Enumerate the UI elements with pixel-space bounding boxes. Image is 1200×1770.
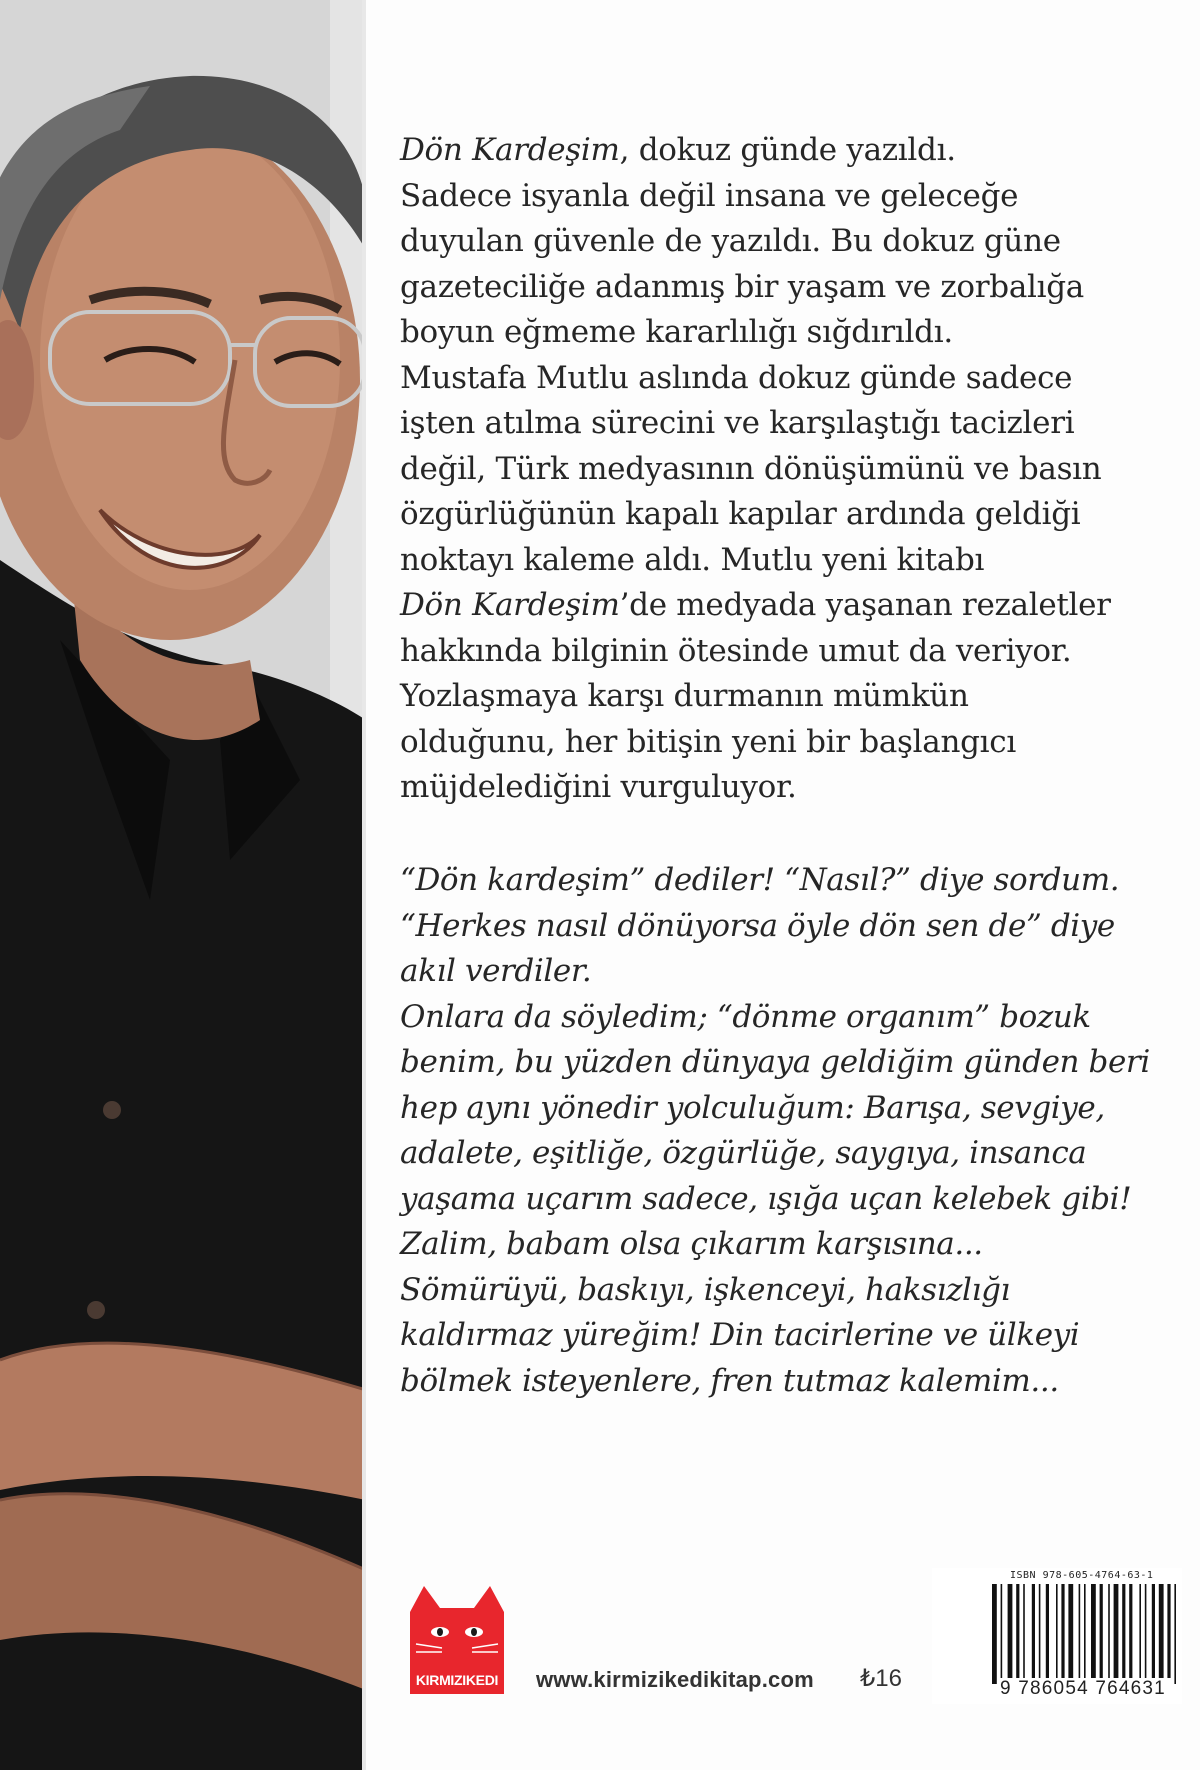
blurb-line: olduğunu, her bitişin yeni bir başlangıcı: [400, 723, 1016, 760]
barcode-bar: [992, 1584, 997, 1684]
barcode-bar: [1016, 1584, 1019, 1678]
text-panel: [366, 0, 1200, 1770]
barcode-bar: [1159, 1584, 1164, 1678]
book-title-italic: Dön Kardeşim: [400, 587, 620, 623]
barcode-bar: [1108, 1584, 1110, 1678]
barcode-bar: [1129, 1584, 1132, 1678]
barcode-bar: [1152, 1584, 1155, 1678]
blurb-line: Mustafa Mutlu aslında dokuz günde sadece: [400, 359, 1073, 396]
quote-line: kaldırmaz yüreğim! Din tacirlerine ve ülkeyi: [400, 1317, 1080, 1353]
barcode-bar: [1008, 1584, 1013, 1678]
barcode-bar: [1084, 1584, 1086, 1678]
barcode-bar: [1068, 1584, 1073, 1678]
quote-paragraph: [400, 858, 1190, 1404]
quote-line: adalete, eşitliğe, özgürlüğe, saygıya, insanca: [400, 1135, 1087, 1171]
barcode-bar: [1100, 1584, 1103, 1678]
blurb-line: Dön Kardeşim’de medyada yaşanan rezaletler: [400, 587, 1111, 623]
quote-line: Zalim, babam olsa çıkarım karşısına...: [400, 1226, 983, 1262]
blurb-line: Yozlaşmaya karşı durmanın mümkün: [400, 678, 969, 714]
quote-line: Sömürüyü, baskıyı, işkenceyi, haksızlığı: [400, 1271, 1011, 1308]
barcode-bar: [1122, 1584, 1125, 1678]
barcode-bar: [1139, 1584, 1141, 1678]
barcode-digits: 9 786054 764631: [1000, 1678, 1166, 1699]
blurb-line: Sadece isyanla değil insana ve geleceğe: [400, 177, 1019, 214]
blurb-line: boyun eğmeme kararlılığı sığdırıldı.: [400, 314, 953, 350]
blurb-line: değil, Türk medyasının dönüşümünü ve basın: [400, 450, 1102, 487]
book-title-italic: Dön Kardeşim: [400, 132, 620, 168]
publisher-website: www.kirmizikedikitap.com: [536, 1667, 814, 1692]
barcode-bar: [1061, 1584, 1064, 1678]
blurb-paragraph: [400, 128, 1180, 811]
blurb-line: özgürlüğünün kapalı kapılar ardında geldiği: [400, 496, 1081, 532]
quote-line: “Dön kardeşim” dediler! “Nasıl?” diye sordum.: [400, 862, 1120, 898]
blurb-line: hakkında bilginin ötesinde umut da veriyor.: [400, 632, 1072, 669]
blurb-line: müjdelediğini vurguluyor.: [400, 769, 797, 805]
publisher-logo-text: KIRMIZIKEDI: [415, 1672, 499, 1688]
quote-line: akıl verdiler.: [400, 953, 592, 989]
blurb-line: Dön Kardeşim, dokuz günde yazıldı.: [400, 132, 956, 168]
quote-line: yaşama uçarım sadece, ışığa uçan kelebek gibi!: [400, 1180, 1132, 1217]
price-label: ₺16: [860, 1665, 902, 1692]
blurb-line: gazeteciliğe adanmış bir yaşam ve zorbalığa: [400, 268, 1084, 305]
barcode-bar: [1039, 1584, 1041, 1678]
blurb-line: işten atılma sürecini ve karşılaştığı tacizleri: [400, 405, 1075, 441]
barcode-bar: [1046, 1584, 1049, 1678]
author-portrait-illustration: [0, 0, 366, 1770]
barcode-bar: [1001, 1584, 1003, 1684]
quote-line: hep aynı yönedir yolculuğum: Barışa, sevgiye,: [400, 1089, 1105, 1126]
barcode-bar: [1032, 1584, 1035, 1678]
barcode-bar: [1091, 1584, 1096, 1678]
author-photo: [0, 0, 366, 1770]
barcode-bar: [1079, 1584, 1081, 1678]
barcode-bar: [1056, 1584, 1058, 1678]
barcode-bar: [1145, 1584, 1147, 1678]
isbn-barcode: [932, 1568, 1182, 1704]
quote-line: Onlara da söyledim; “dönme organım” bozuk: [400, 998, 1091, 1035]
publisher-logo: [402, 1582, 512, 1694]
barcode-bar: [1023, 1584, 1025, 1678]
barcode-bar: [1114, 1584, 1119, 1678]
isbn-label: ISBN 978-605-4764-63-1: [1010, 1570, 1154, 1581]
barcode-bars: [932, 1584, 1182, 1688]
barcode-bar: [1174, 1584, 1176, 1684]
quote-line: benim, bu yüzden dünyaya geldiğim günden beri: [400, 1044, 1150, 1080]
barcode-bar: [1167, 1584, 1170, 1678]
blurb-line: duyulan güvenle de yazıldı. Bu dokuz güne: [400, 223, 1061, 259]
quote-line: bölmek isteyenlere, fren tutmaz kalemim...: [400, 1362, 1059, 1399]
blurb-line: noktayı kaleme aldı. Mutlu yeni kitabı: [400, 541, 985, 578]
quote-line: “Herkes nasıl dönüyorsa öyle dön sen de” diye: [400, 907, 1115, 944]
